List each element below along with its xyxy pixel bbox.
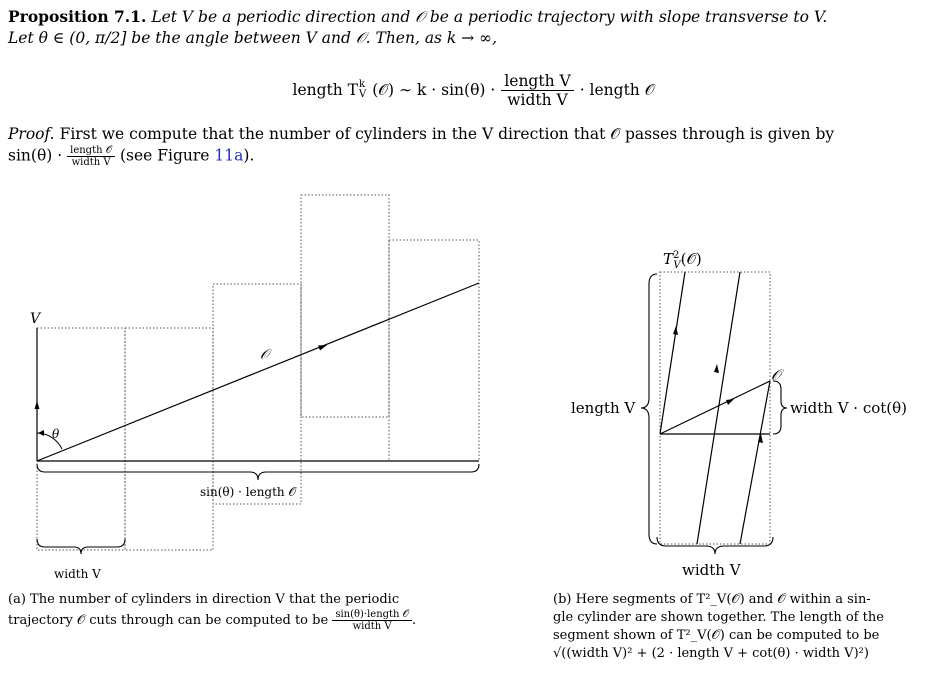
trajectory-arrowhead-icon (318, 345, 327, 351)
label-sin-length-o: sin(θ) · length 𝒪 (200, 485, 297, 499)
cylinder-5 (389, 240, 479, 461)
proposition-line2: Let θ ∈ (0, π/2] be the angle between V and 𝒪. Then, as k → ∞, (8, 29, 498, 47)
label-width-cot: width V · cot(θ) (790, 399, 908, 417)
proof-block (8, 124, 938, 168)
label-width-v: width V (54, 567, 101, 581)
caption-a-line1: (a) The number of cylinders in direction V that the periodic (8, 592, 400, 607)
caption-b-line1: (b) Here segments of T²_V(𝒪) and 𝒪 within a sin- (553, 592, 871, 607)
caption-b-line4: √((width V)² + (2 · length V + cot(θ) · width V)²) (553, 646, 869, 661)
figure-b-diagram (545, 238, 935, 588)
t2-segment-2 (697, 272, 740, 544)
label-o-b: 𝒪 (771, 366, 781, 384)
figure-a-diagram (0, 185, 490, 585)
caption-a-frac-den: width V (352, 621, 392, 632)
label-width-v-b: width V (682, 561, 741, 579)
angle-arrowhead-icon (38, 430, 44, 436)
main-equation (0, 64, 947, 116)
eq-rhs: · length 𝒪 (579, 80, 655, 99)
caption-a-end: . (411, 613, 417, 628)
trajectory-o-segment (660, 381, 770, 434)
label-o: 𝒪 (260, 347, 269, 363)
eq-frac-num: length V (501, 72, 573, 91)
caption-b-line2: gle cylinder are shown together. The length of the (553, 610, 884, 625)
t2-segment-1 (660, 272, 685, 434)
width-brace (37, 539, 125, 554)
caption-a-fraction (332, 609, 412, 632)
width-brace-b (657, 537, 773, 554)
eq-lhs-sub: V (359, 89, 367, 100)
proof-text1: First we compute that the number of cylinders in the V direction that 𝒪 passes through is given by (59, 125, 835, 143)
proof-text2-pre: sin(θ) · (8, 146, 63, 165)
figure-reference-link[interactable]: 11a (214, 146, 244, 165)
trajectory-o-line (37, 283, 479, 461)
length-brace (641, 274, 657, 544)
proposition-line1: Let V be a periodic direction and 𝒪 be a periodic trajectory with slope transverse to V. (151, 8, 828, 26)
cylinder-3 (213, 284, 301, 504)
proof-fraction (67, 145, 115, 168)
eq-lhs-sup: k (359, 79, 366, 90)
v-arrowhead-icon (35, 401, 40, 409)
label-t2v-o: $T^2$ V(𝒪) (663, 250, 702, 271)
proof-frac-den: width V (71, 157, 111, 168)
width-cot-brace (773, 381, 787, 434)
caption-a-frac-num: sin(θ)·length 𝒪 (332, 609, 412, 621)
figure-a-caption (8, 591, 478, 632)
sin-length-brace (37, 464, 479, 480)
eq-fraction (501, 72, 573, 109)
proof-text2-post: (see Figure (119, 146, 210, 165)
label-v: V (30, 311, 41, 327)
caption-b-line3: segment shown of T²_V(𝒪) can be computed to be (553, 628, 880, 643)
proposition-label: Proposition 7.1. (8, 7, 147, 26)
proof-frac-num: length 𝒪 (67, 145, 115, 157)
label-length-v: length V (571, 399, 636, 417)
trajectory-o-arrowhead-icon (726, 399, 734, 405)
t2-arrowhead-2-icon (714, 364, 719, 373)
eq-lhs-arg: (𝒪) ∼ k · sin(θ) · (372, 80, 496, 99)
figure-b-caption (553, 591, 938, 663)
proposition-block (8, 6, 938, 49)
eq-lhs: length T (292, 81, 359, 99)
label-theta: θ (52, 427, 60, 441)
cylinder-2 (125, 328, 213, 550)
eq-frac-den: width V (507, 90, 568, 109)
proof-label: Proof. (8, 125, 55, 143)
t2-arrowhead-3-icon (758, 434, 763, 443)
cylinder-1 (37, 328, 125, 550)
proof-text2-end: ). (243, 146, 255, 165)
cylinder-4 (301, 195, 389, 417)
t2-arrowhead-1-icon (673, 326, 678, 335)
caption-a-line2: trajectory 𝒪 cuts through can be computed to be (8, 613, 329, 628)
t2-segment-3 (740, 381, 770, 544)
